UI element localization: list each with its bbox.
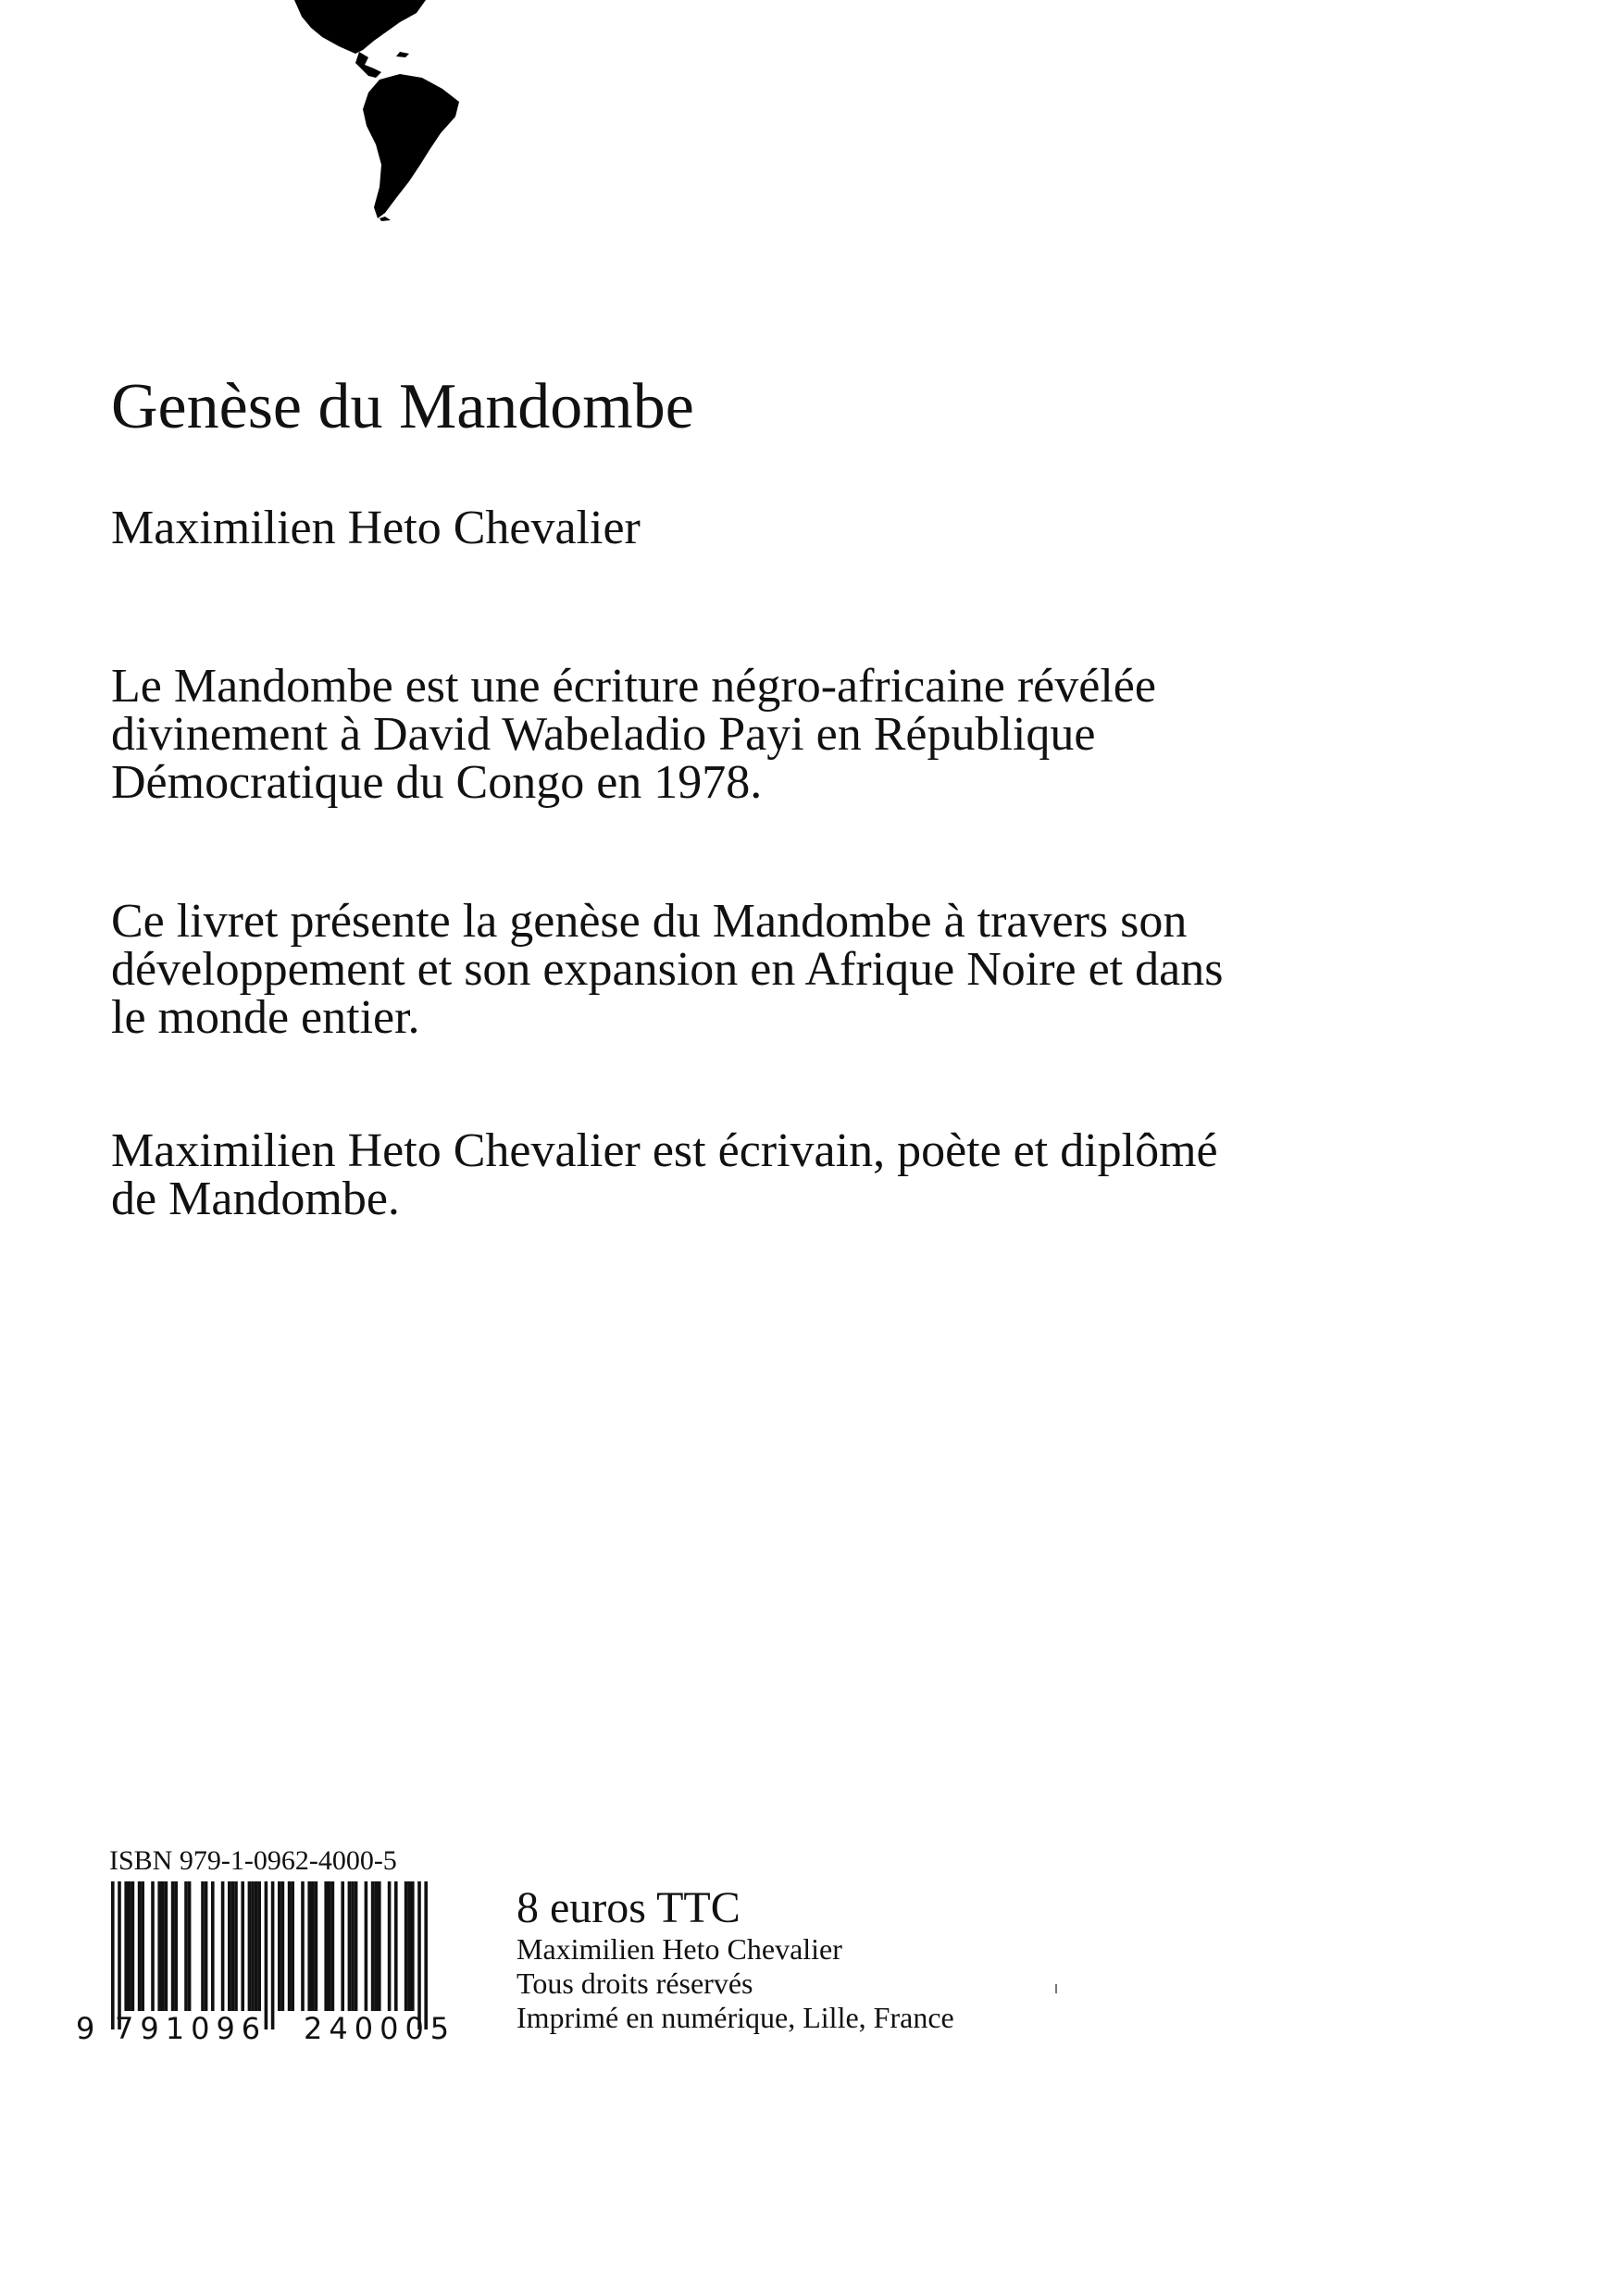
barcode-bar (365, 1881, 368, 2011)
barcode-bar (161, 1881, 165, 2011)
barcode-bar (157, 1881, 161, 2011)
barcode-bar (278, 1881, 281, 2011)
barcode-bar (271, 1881, 275, 2029)
publisher-line: Maximilien Heto Chevalier (517, 1932, 842, 1966)
barcode-bar (255, 1881, 258, 2011)
barcode-bar (151, 1881, 155, 2011)
barcode-bar (231, 1881, 235, 2011)
barcode-bar (424, 1881, 428, 2029)
barcode-bar (205, 1881, 208, 2011)
barcode-bar (165, 1881, 168, 2011)
barcode-bar (141, 1881, 144, 2011)
description-paragraph: Ce livret présente la genèse du Mandombe à travers son développement et son expansion en Afrique Noire et dans le monde entier. (111, 895, 1224, 1044)
barcode-digit-prefix: 9 (76, 2011, 95, 2043)
rights-line: Tous droits réservés (517, 1967, 753, 2000)
barcode-bar (128, 1881, 131, 2011)
isbn-label: ISBN 979-1-0962-4000-5 (109, 1845, 397, 1876)
barcode-bar (171, 1881, 175, 2011)
description-paragraph: Le Mandombe est une écriture négro-africaine révélée divinement à David Wabeladio Payi en République Démocratique du Congo en 1978. (111, 660, 1156, 809)
barcode-bar (394, 1881, 398, 2011)
barcode-digits-right: 240005 (304, 2011, 456, 2043)
barcode-bar (124, 1881, 128, 2011)
barcode-bar (234, 1881, 238, 2011)
barcode-bar (407, 1881, 411, 2011)
barcode-bar (404, 1881, 408, 2011)
barcode-bar (355, 1881, 358, 2011)
barcode-digits-left: 791096 (115, 2011, 268, 2043)
book-title: Genèse du Mandombe (111, 371, 694, 442)
barcode-bar (118, 1881, 121, 2029)
barcode-bar (301, 1881, 305, 2011)
barcode-bar (351, 1881, 355, 2011)
barcode-bar (307, 1881, 311, 2011)
barcode-bar (131, 1881, 135, 2011)
barcode-bar (348, 1881, 352, 2011)
barcode-bar (374, 1881, 378, 2011)
barcode-bar (311, 1881, 315, 2011)
barcode (74, 1881, 463, 2043)
author-bio-paragraph: Maximilien Heto Chevalier est écrivain, poète et diplômé de Mandombe. (111, 1124, 1218, 1225)
barcode-bar (291, 1881, 294, 2011)
barcode-bar (241, 1881, 244, 2011)
barcode-bar (378, 1881, 381, 2011)
barcode-bar (188, 1881, 192, 2011)
barcode-bar (221, 1881, 225, 2011)
barcode-bar (138, 1881, 142, 2011)
barcode-bar (251, 1881, 255, 2011)
barcode-bar (288, 1881, 292, 2011)
printed-line: Imprimé en numérique, Lille, France (517, 2001, 954, 2034)
barcode-bar (174, 1881, 178, 2011)
barcode-bar (211, 1881, 215, 2011)
barcode-bar (248, 1881, 252, 2011)
barcode-bar (111, 1881, 115, 2029)
barcode-bar (371, 1881, 375, 2011)
price-label: 8 euros TTC (517, 1883, 741, 1932)
barcode-bar (265, 1881, 268, 2029)
barcode-bar (324, 1881, 328, 2011)
barcode-bar (328, 1881, 331, 2011)
barcode-bar (388, 1881, 392, 2011)
world-map-americas-icon (278, 0, 472, 222)
barcode-bar (228, 1881, 231, 2011)
barcode-bar (341, 1881, 344, 2011)
barcode-bar (201, 1881, 205, 2011)
barcode-bar (417, 1881, 421, 2029)
barcode-bar (281, 1881, 285, 2011)
barcode-bar (257, 1881, 261, 2011)
print-mark (1055, 1984, 1057, 1993)
barcode-bar (184, 1881, 188, 2011)
barcode-bar (315, 1881, 318, 2011)
barcode-bar (411, 1881, 415, 2011)
barcode-bar (331, 1881, 335, 2011)
author-name: Maximilien Heto Chevalier (111, 502, 641, 554)
